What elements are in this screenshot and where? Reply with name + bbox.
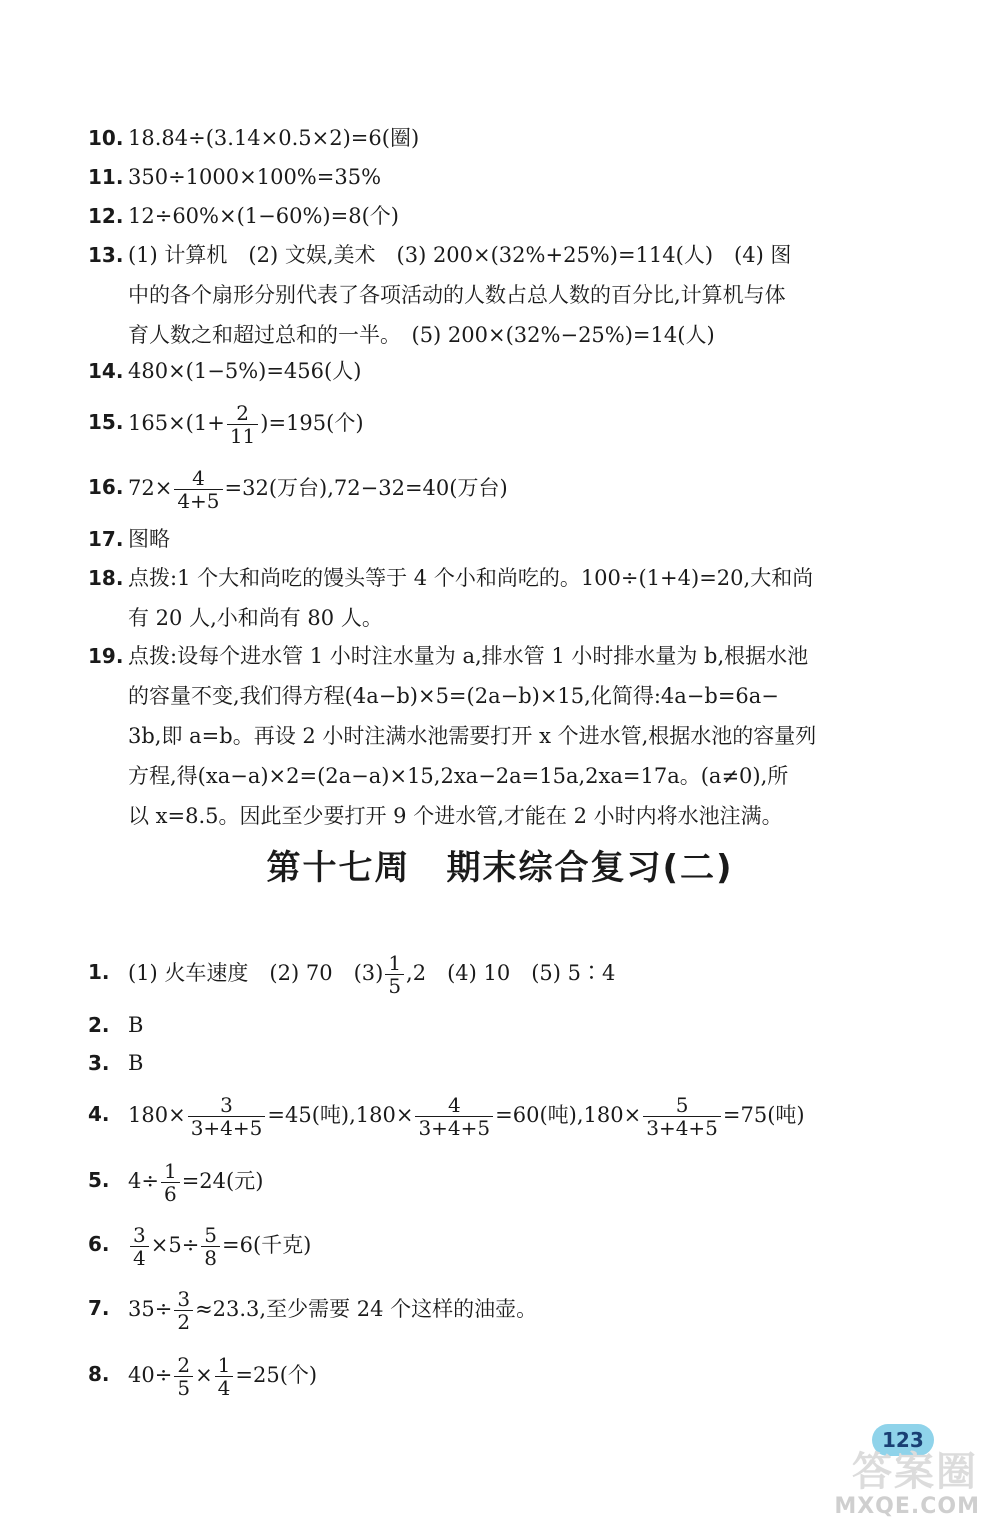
- item-text: [128, 1094, 908, 1139]
- text-segment: =75(吨): [722, 1103, 805, 1127]
- item-number: 11.: [88, 165, 124, 189]
- fraction: [415, 1094, 493, 1139]
- item-text: [128, 1354, 908, 1399]
- numerator: 1: [217, 1353, 231, 1377]
- item-number: 14.: [88, 359, 124, 383]
- item-number: 3.: [88, 1051, 110, 1075]
- text-segment: (1) 火车速度 (2) 70 (3): [128, 961, 384, 985]
- fraction: [227, 402, 258, 447]
- item-text-line: 以 x=8.5。因此至少要打开 9 个进水管,才能在 2 小时内将水池注满。: [128, 804, 783, 828]
- item-number: 1.: [88, 960, 110, 984]
- numerator: 3: [177, 1287, 191, 1311]
- item-text: 480×(1−5%)=456(人): [128, 359, 362, 383]
- answer2-item-2: [88, 1005, 908, 1045]
- item-text: 图略: [128, 527, 170, 551]
- item-number: 6.: [88, 1232, 110, 1256]
- item-number: 10.: [88, 126, 124, 150]
- denominator: 2: [174, 1310, 193, 1333]
- text-segment: 72×: [128, 476, 173, 500]
- text-segment: ×5÷: [150, 1233, 200, 1257]
- item-text: 18.84÷(3.14×0.5×2)=6(圈): [128, 126, 420, 150]
- numerator: 2: [236, 401, 249, 425]
- item-number: 13.: [88, 243, 124, 267]
- fraction: [174, 1288, 193, 1333]
- numerator: 5: [675, 1093, 689, 1117]
- answer-item-13: [88, 235, 908, 355]
- answer-item-12: [88, 196, 908, 236]
- numerator: 2: [177, 1353, 191, 1377]
- item-number: 16.: [88, 475, 124, 499]
- item-number: 19.: [88, 644, 124, 668]
- answer-item-10: [88, 118, 908, 158]
- item-text-line: 点拨:1 个大和尚吃的馒头等于 4 个小和尚吃的。100÷(1+4)=20,大和尚: [128, 566, 814, 590]
- page-number: 123: [872, 1424, 934, 1456]
- text-segment: ×: [195, 1363, 213, 1387]
- item-text: 350÷1000×100%=35%: [128, 165, 382, 189]
- numerator: 4: [192, 466, 205, 490]
- text-segment: 35÷: [128, 1297, 173, 1321]
- fraction: [161, 1160, 180, 1205]
- answer2-item-6: [88, 1224, 908, 1269]
- denominator: 5: [385, 974, 404, 997]
- item-text: [128, 402, 908, 447]
- item-text-line: 3b,即 a=b。再设 2 小时注满水池需要打开 x 个进水管,根据水池的容量列: [128, 724, 817, 748]
- item-text: B: [128, 1051, 144, 1075]
- answer2-item-5: [88, 1160, 908, 1205]
- denominator: 8: [201, 1246, 220, 1269]
- denominator: 11: [227, 424, 258, 447]
- text-segment: ≈23.3,至少需要 24 个这样的油壶。: [195, 1297, 538, 1321]
- answer2-item-4: [88, 1094, 908, 1139]
- denominator: 3+4+5: [643, 1116, 721, 1139]
- numerator: 4: [447, 1093, 461, 1117]
- fraction: [130, 1224, 149, 1269]
- denominator: 5: [174, 1376, 193, 1399]
- item-number: 18.: [88, 566, 124, 590]
- section-title: 第十七周 期末综合复习(二): [266, 848, 734, 888]
- text-segment: =60(吨),180×: [495, 1103, 642, 1127]
- item-text-line: 育人数之和超过总和的一半。 (5) 200×(32%−25%)=14(人): [128, 323, 715, 347]
- item-text-line: 有 20 人,小和尚有 80 人。: [128, 606, 383, 630]
- numerator: 1: [163, 1159, 177, 1183]
- item-number: 2.: [88, 1013, 110, 1037]
- item-number: 5.: [88, 1168, 110, 1192]
- text-segment: 180×: [128, 1103, 186, 1127]
- answer-item-18: [88, 558, 908, 638]
- denominator: 3+4+5: [188, 1116, 266, 1139]
- denominator: 6: [161, 1182, 180, 1205]
- item-number: 4.: [88, 1102, 110, 1126]
- fraction: [385, 952, 404, 997]
- item-text-line: 的容量不变,我们得方程(4a−b)×5=(2a−b)×15,化简得:4a−b=6a−: [128, 684, 779, 708]
- answer-item-19: [88, 636, 908, 836]
- item-number: 7.: [88, 1296, 110, 1320]
- text-segment: =24(元): [181, 1169, 264, 1193]
- item-text: [128, 467, 908, 512]
- fraction: [201, 1224, 220, 1269]
- answer-item-14: [88, 351, 908, 391]
- text-segment: 40÷: [128, 1363, 173, 1387]
- item-text-line: 中的各个扇形分别代表了各项活动的人数占总人数的百分比,计算机与体: [128, 283, 786, 307]
- item-text-line: 方程,得(xa−a)×2=(2a−a)×15,2xa−2a=15a,2xa=17a。(a≠0),所: [128, 764, 789, 788]
- item-number: 17.: [88, 527, 124, 551]
- item-number: 15.: [88, 410, 124, 434]
- numerator: 3: [220, 1093, 233, 1117]
- text-segment: )=195(个): [260, 411, 364, 435]
- denominator: 4: [215, 1376, 234, 1399]
- denominator: 3+4+5: [415, 1116, 493, 1139]
- watermark-text: MXQE.COM: [834, 1494, 980, 1519]
- text-segment: =45(吨),180×: [267, 1103, 414, 1127]
- fraction: [215, 1354, 234, 1399]
- fraction: [174, 467, 222, 512]
- item-text: B: [128, 1013, 144, 1037]
- item-text-line: 点拨:设每个进水管 1 小时注水量为 a,排水管 1 小时排水量为 b,根据水池: [128, 644, 809, 668]
- item-number: 8.: [88, 1362, 110, 1386]
- answer2-item-7: [88, 1288, 908, 1333]
- item-text: [128, 1160, 908, 1205]
- fraction: [174, 1354, 193, 1399]
- denominator: 4: [130, 1246, 149, 1269]
- text-segment: 4÷: [128, 1169, 159, 1193]
- item-text: 12÷60%×(1−60%)=8(个): [128, 204, 399, 228]
- answer-item-11: [88, 157, 908, 197]
- item-text-line: (1) 计算机 (2) 文娱,美术 (3) 200×(32%+25%)=114(人) (4) 图: [128, 243, 792, 267]
- watermark-logo: 答案圈: [852, 1449, 978, 1495]
- item-text: [128, 1224, 908, 1269]
- fraction: [188, 1094, 266, 1139]
- text-segment: =25(个): [235, 1363, 318, 1387]
- text-segment: =6(千克): [222, 1233, 312, 1257]
- answer2-item-1: [88, 952, 908, 997]
- fraction: [643, 1094, 721, 1139]
- answer2-item-3: [88, 1043, 908, 1083]
- text-segment: =32(万台),72−32=40(万台): [224, 476, 508, 500]
- answer2-item-8: [88, 1354, 908, 1399]
- item-text: [128, 952, 908, 997]
- answer-item-16: [88, 467, 908, 512]
- text-segment: 165×(1+: [128, 411, 225, 435]
- text-segment: ,2 (4) 10 (5) 5∶4: [406, 961, 616, 985]
- answer-item-15: [88, 402, 908, 447]
- item-number: 12.: [88, 204, 124, 228]
- denominator: 4+5: [174, 489, 222, 512]
- numerator: 5: [204, 1223, 218, 1247]
- numerator: 1: [388, 951, 402, 975]
- item-text: [128, 1288, 908, 1333]
- answer-item-17: [88, 519, 908, 559]
- numerator: 3: [133, 1223, 146, 1247]
